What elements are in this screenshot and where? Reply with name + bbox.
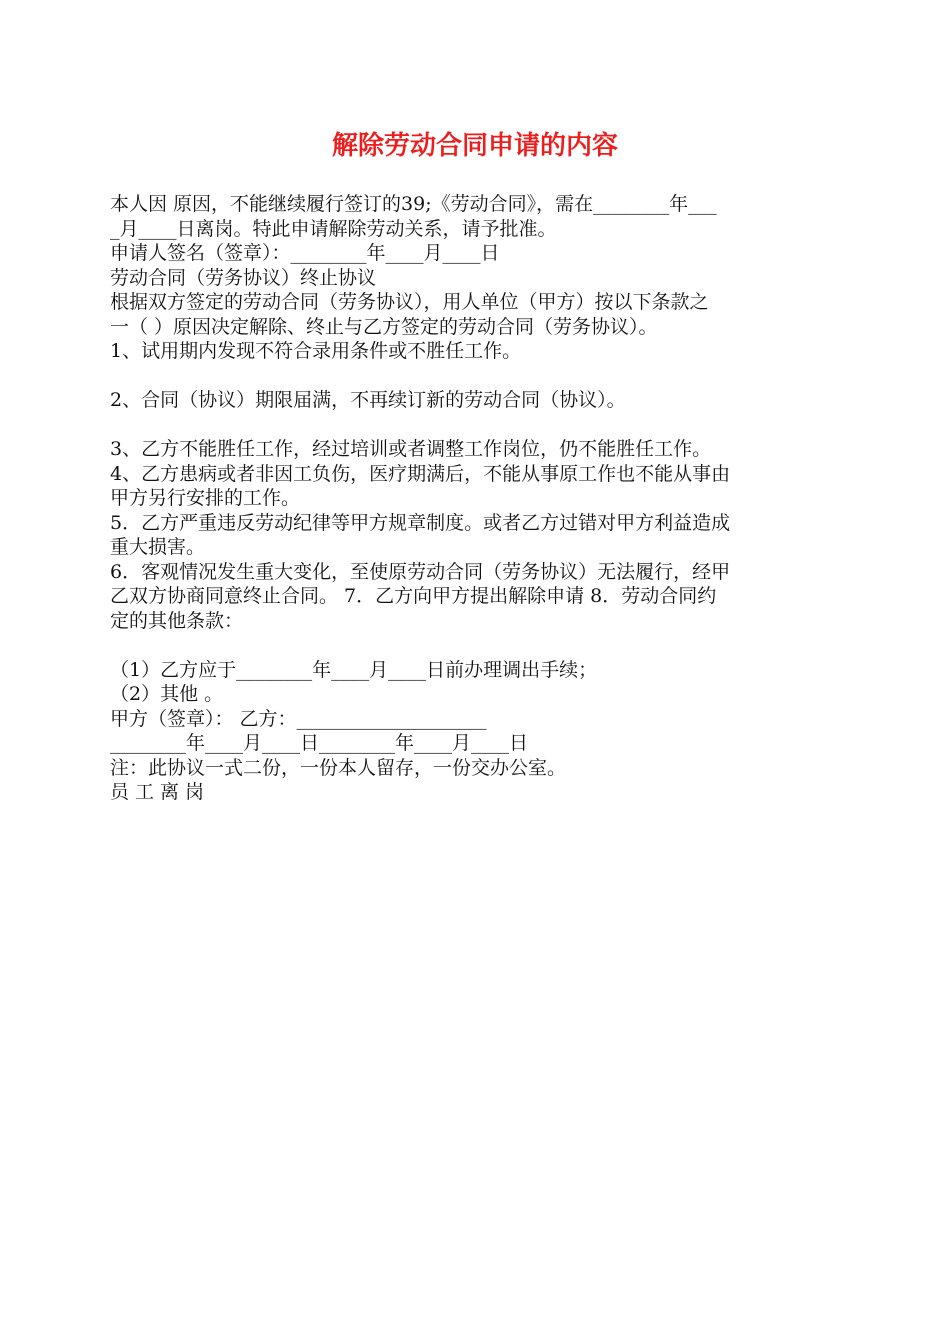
- sub-clause: （2）其他 。: [110, 683, 224, 705]
- text-line: 根据双方签定的劳动合同（劳务协议），用人单位（甲方）按以下条款之: [110, 291, 709, 313]
- clause-item-continued: 定的其他条款：: [110, 609, 244, 632]
- document-body: [110, 192, 845, 805]
- footer-line: 员工离岗: [110, 781, 211, 803]
- signature-line: 申请人签名（签章）：________年____月____日: [110, 242, 500, 264]
- document-title: 解除劳动合同申请的内容: [331, 131, 618, 161]
- blank-line: [110, 364, 845, 389]
- clause-item-continued: 重大损害。: [110, 536, 206, 558]
- clause-item: 1、试用期内发现不符合录用条件或不胜任工作。: [110, 340, 522, 362]
- signature-line: 甲方（签章）： 乙方：____________________: [110, 707, 487, 730]
- text-line: _月____日离岗。特此申请解除劳动关系，请予批准。: [110, 217, 557, 240]
- clause-item: 3、乙方不能胜任工作，经过培训或者调整工作岗位，仍不能胜任工作。: [110, 438, 712, 460]
- clause-item: 4、乙方患病或者非因工负伤，医疗期满后，不能从事原工作也不能从事由: [110, 462, 731, 485]
- blank-line: [110, 633, 845, 658]
- note-line: 注：此协议一式二份，一份本人留存，一份交办公室。: [110, 756, 567, 779]
- text-line: 一（ ）原因决定解除、终止与乙方签定的劳动合同（劳务协议）。: [110, 315, 658, 338]
- section-heading: 劳动合同（劳务协议）终止协议: [110, 266, 377, 289]
- clause-item: 2、合同（协议）期限届满，不再续订新的劳动合同（协议）。: [110, 389, 626, 411]
- date-line: ________年____月____日________年____月____日: [110, 732, 529, 754]
- text-line: 本人因 原因，不能继续履行签订的39;《劳动合同》，需在________年___: [110, 193, 717, 215]
- clause-item-continued: 甲方另行安排的工作。: [110, 487, 301, 509]
- clause-item: 5．乙方严重违反劳动纪律等甲方规章制度。或者乙方过错对甲方利益造成: [110, 511, 731, 534]
- blank-line: [110, 413, 845, 438]
- clause-item-continued: 乙双方协商同意终止合同。 7．乙方向甲方提出解除申请 8．劳动合同约: [110, 585, 717, 607]
- clause-item: 6．客观情况发生重大变化，至使原劳动合同（劳务协议）无法履行，经甲: [110, 560, 731, 583]
- sub-clause: （1）乙方应于________年____月____日前办理调出手续；: [110, 658, 598, 681]
